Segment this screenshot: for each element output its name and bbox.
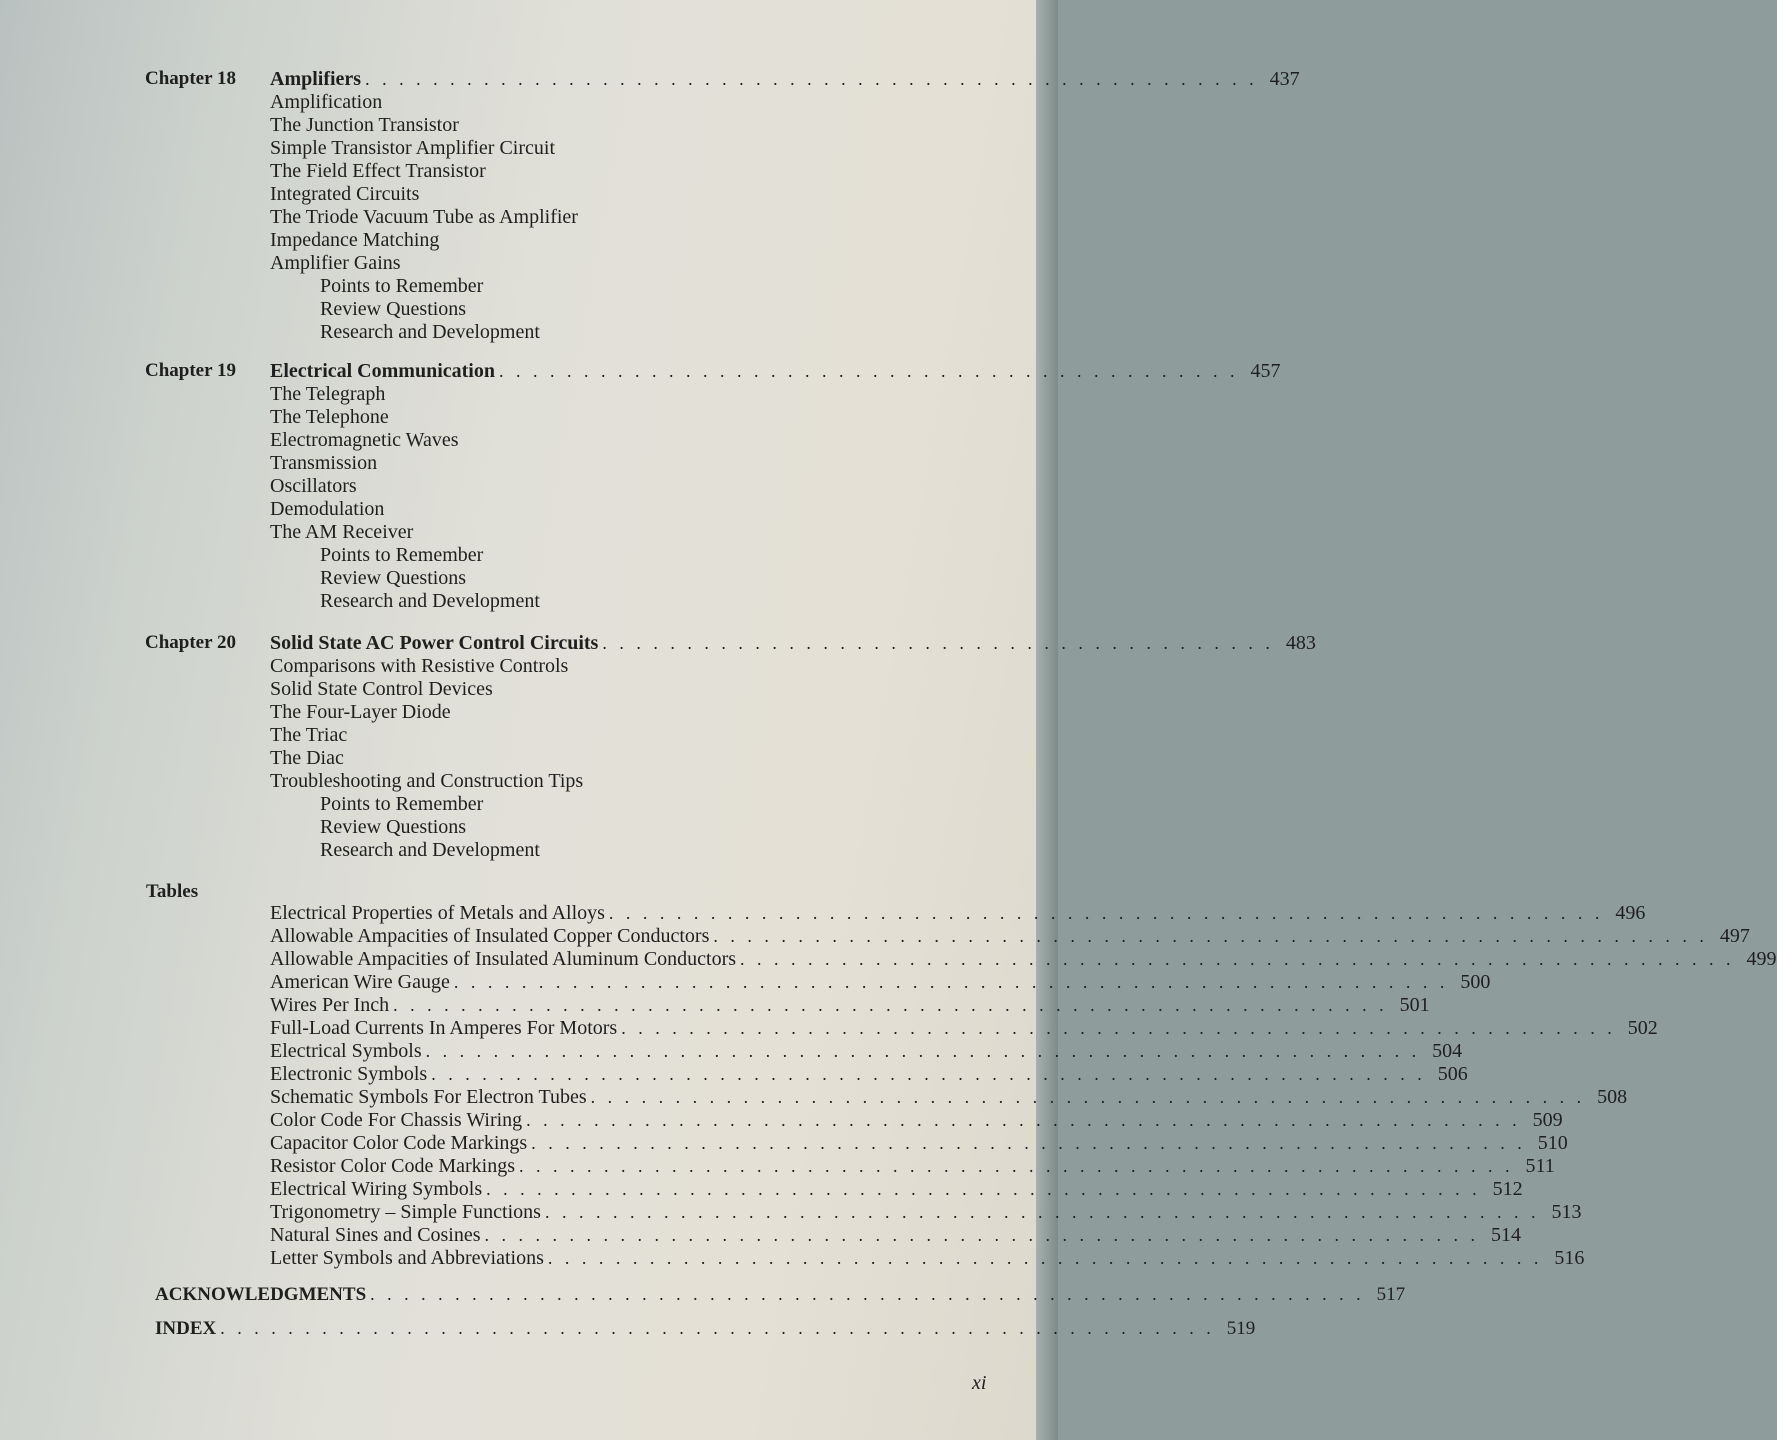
table-entry [270,1109,1563,1132]
topic: The AM Receiver [270,521,414,543]
topic: Oscillators [270,475,357,497]
page-number: 502 [1627,1017,1658,1039]
topic: The Triac [270,724,348,746]
table-title: Full-Load Currents In Amperes For Motors [270,1017,618,1039]
topic: Troubleshooting and Construction Tips [270,770,584,792]
topic: Solid State Control Devices [270,678,493,700]
page-folio: xi [972,1372,987,1394]
chapter-title: Electrical Communication [270,360,495,382]
table-title: Allowable Ampacities of Insulated Aluminum Conductors [270,948,737,970]
table-title: Electronic Symbols [270,1063,428,1085]
topic: The Triode Vacuum Tube as Amplifier [270,206,578,228]
page-number: 504 [1432,1040,1463,1062]
extra-topic: Review Questions [320,298,467,320]
topic: Simple Transistor Amplifier Circuit [270,137,556,159]
dot-leader: . . . . . . . . . . . . . . . . . . . . . . . . . . . . . . . . . . . . . . . . . . . . . . . . . . . . . . . . . . . [519,1156,1514,1176]
table-entry [270,971,1491,994]
topic: The Telephone [270,406,389,428]
table-title: Electrical Wiring Symbols [270,1178,483,1200]
topic: Impedance Matching [270,229,440,251]
topic: Demodulation [270,498,385,520]
dot-leader: . . . . . . . . . . . . . . . . . . . . . . . . . . . . . . . . . . . . . . . . . . . . . . . . . . . . . . . . . . . [453,972,1449,992]
table-title: Wires Per Inch [270,994,390,1016]
page-number: 509 [1532,1109,1563,1131]
topic: Transmission [270,452,378,474]
topic: The Field Effect Transistor [270,160,486,182]
dot-leader: . . . . . . . . . . . . . . . . . . . . . . . . . . . . . . . . . . . . . . . . . . . . . . . . . . . . . . . . . . . [621,1018,1616,1038]
table-title: Color Code For Chassis Wiring [270,1109,523,1131]
chapter-title-line [270,360,1281,383]
page-number: 512 [1492,1178,1523,1200]
dot-leader: . . . . . . . . . . . . . . . . . . . . . . . . . . . . . . . . . . . . . . . . . . . . . . . . . . . . . . . . . . . [425,1041,1421,1061]
topic: The Diac [270,747,344,769]
topic: The Telegraph [270,383,386,405]
dot-leader: . . . . . . . . . . . . . . . . . . . . . . . . . . . . . . . . . . . . . . . . . . . . . . . . . . . . . . . . . . . [393,995,1388,1015]
dot-leader: . . . . . . . . . . . . . . . . . . . . . . . . . . . . . . . . . . . . . . . . . . . . . . . . . . . . . [365,69,1258,89]
topic: Amplifier Gains [270,252,401,274]
table-entry [270,1155,1555,1178]
dot-leader: . . . . . . . . . . . . . . . . . . . . . . . . . . . . . . . . . . . . . . . . . . . . . . . . . . . . . . . . . . . [526,1110,1521,1130]
dot-leader: . . . . . . . . . . . . . . . . . . . . . . . . . . . . . . . . . . . . . . . . . . . . . . . . . . . . . . . . . . . [547,1248,1543,1268]
page-number: 514 [1491,1224,1522,1246]
extra-topic: Points to Remember [320,793,484,815]
chapter-title-line [270,632,1316,655]
chapter-title: Solid State AC Power Control Circuits [270,632,599,654]
chapter-title-line [270,68,1300,91]
table-title: American Wire Gauge [270,971,450,993]
page-number: 508 [1597,1086,1628,1108]
page-number: 499 [1746,948,1777,970]
dot-leader: . . . . . . . . . . . . . . . . . . . . . . . . . . . . . . . . . . . . . . . . . . . . . . . . . . . . . . . . . . . [531,1133,1526,1153]
table-entry [270,1224,1522,1247]
extra-topic: Points to Remember [320,275,484,297]
topic: Integrated Circuits [270,183,420,205]
table-entry [270,1063,1468,1086]
back-matter-title: INDEX [155,1318,217,1339]
topic: The Junction Transistor [270,114,459,136]
table-title: Resistor Color Code Markings [270,1155,515,1177]
page-number: 511 [1525,1155,1555,1177]
table-title: Schematic Symbols For Electron Tubes [270,1086,587,1108]
page-edge-shadow [1036,0,1058,1440]
page-number: 513 [1551,1201,1582,1223]
page-number: 497 [1719,925,1750,947]
extra-topic: Research and Development [320,321,540,343]
table-title: Allowable Ampacities of Insulated Copper Conductors [270,925,710,947]
extra-topic: Points to Remember [320,544,484,566]
topic: The Four-Layer Diode [270,701,451,723]
topic: Amplification [270,91,383,113]
extra-topic: Research and Development [320,590,540,612]
table-entry [270,1247,1585,1270]
topic: Electromagnetic Waves [270,429,459,451]
table-entry [270,1017,1658,1040]
chapter-label: Chapter 19 [145,360,236,381]
page-number: 496 [1615,902,1646,924]
page-number: 517 [1376,1284,1406,1305]
table-entry [270,1040,1463,1063]
dot-leader: . . . . . . . . . . . . . . . . . . . . . . . . . . . . . . . . . . . . . . . . . . . . . . . . . . . . . . . . . . . [486,1179,1481,1199]
page-number: 457 [1250,360,1281,382]
dot-leader: . . . . . . . . . . . . . . . . . . . . . . . . . . . . . . . . . . . . . . . . . . . . . . . . . . . . . . . . . . . [740,949,1735,969]
dot-leader: . . . . . . . . . . . . . . . . . . . . . . . . . . . . . . . . . . . . . . . . . . . . . . . . . . . . . . . . . . . [484,1225,1480,1245]
table-title: Letter Symbols and Abbreviations [270,1247,544,1269]
chapter-label: Chapter 20 [145,632,236,653]
extra-topic: Research and Development [320,839,540,861]
page-number: 516 [1554,1247,1585,1269]
table-title: Electrical Properties of Metals and Alloys [270,902,605,924]
page-number: 501 [1399,994,1430,1016]
back-matter-title: ACKNOWLEDGMENTS [155,1284,367,1305]
table-entry [270,948,1777,971]
table-entry [270,1178,1523,1201]
dot-leader: . . . . . . . . . . . . . . . . . . . . . . . . . . . . . . . . . . . . . . . . . . . . . . . . . . . . . . . . . . . [544,1202,1540,1222]
table-entry [270,1132,1568,1155]
back-matter-entry [155,1284,1406,1306]
table-title: Trigonometry – Simple Functions [270,1201,541,1223]
table-title: Capacitor Color Code Markings [270,1132,528,1154]
dot-leader: . . . . . . . . . . . . . . . . . . . . . . . . . . . . . . . . . . . . . . . . . . . . [498,361,1239,381]
page-number: 510 [1537,1132,1568,1154]
extra-topic: Review Questions [320,816,467,838]
page-number: 483 [1285,632,1316,654]
back-matter-entry [155,1318,1256,1340]
dot-leader: . . . . . . . . . . . . . . . . . . . . . . . . . . . . . . . . . . . . . . . . [602,633,1274,653]
table-entry [270,1201,1582,1224]
table-title: Electrical Symbols [270,1040,422,1062]
topic: Comparisons with Resistive Controls [270,655,569,677]
table-entry [270,902,1646,925]
page-number: 519 [1226,1318,1256,1339]
dot-leader: . . . . . . . . . . . . . . . . . . . . . . . . . . . . . . . . . . . . . . . . . . . . . . . . . . . . . . . . . . . [370,1284,1365,1304]
dot-leader: . . . . . . . . . . . . . . . . . . . . . . . . . . . . . . . . . . . . . . . . . . . . . . . . . . . . . . . . . . . [431,1064,1426,1084]
dot-leader: . . . . . . . . . . . . . . . . . . . . . . . . . . . . . . . . . . . . . . . . . . . . . . . . . . . . . . . . . . . [608,903,1604,923]
table-title: Natural Sines and Cosines [270,1224,481,1246]
table-entry [270,1086,1628,1109]
dot-leader: . . . . . . . . . . . . . . . . . . . . . . . . . . . . . . . . . . . . . . . . . . . . . . . . . . . . . . . . . . . [220,1318,1215,1338]
page-number: 500 [1460,971,1491,993]
chapter-title: Amplifiers [270,68,362,90]
tables-heading: Tables [146,881,199,902]
page-number: 437 [1269,68,1300,90]
page-number: 506 [1437,1063,1468,1085]
table-entry [270,925,1750,948]
chapter-label: Chapter 18 [145,68,236,89]
extra-topic: Review Questions [320,567,467,589]
dot-leader: . . . . . . . . . . . . . . . . . . . . . . . . . . . . . . . . . . . . . . . . . . . . . . . . . . . . . . . . . . . [713,926,1708,946]
dot-leader: . . . . . . . . . . . . . . . . . . . . . . . . . . . . . . . . . . . . . . . . . . . . . . . . . . . . . . . . . . . [590,1087,1586,1107]
table-entry [270,994,1430,1017]
